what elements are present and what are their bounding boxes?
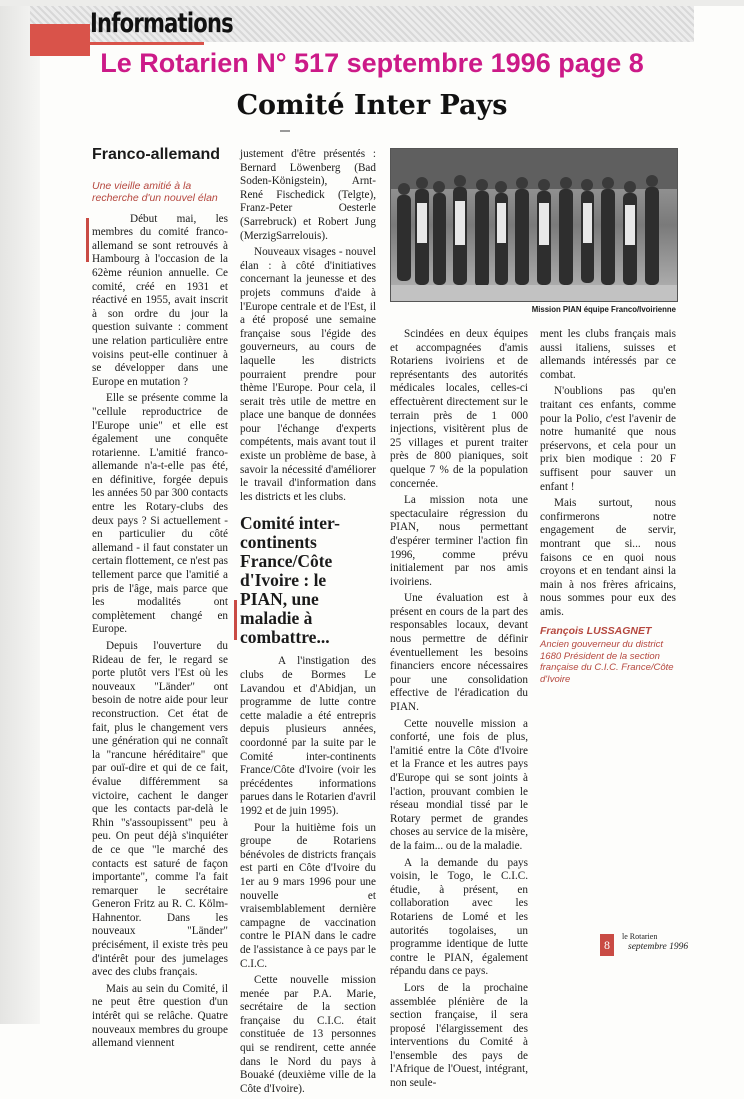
photo-caption: Mission PIAN équipe Franco/Ivoirienne — [531, 305, 676, 314]
paragraph: justement d'être présentés : Bernard Löwenberg (Bad Soden-Königstein), Arnt-René Fischedick (Telgte), Franz-Peter Oesterle (Sarrebruck) et Robert Jung (MerzigSarrelouis). — [240, 148, 376, 242]
paragraph: N'oublions pas qu'en traitant ces enfants, comme pour la Polio, c'est l'avenir de notre humanité que nous préservons, et cela pour un prix bien modique : 20 F suffisent pour sauver un enfant ! — [540, 385, 676, 493]
paragraph: Cette nouvelle mission a conforté, une fois de plus, l'amitié entre la Côte d'Ivoire et la France et les autres pays d'Europe qui se sont joints à l'action, prouvant combien le réseau mondial tissé par le Rotary permet de grandes choses au service de la misère, de la faim... ou de la maladie. — [390, 717, 528, 852]
paragraph: A la demande du pays voisin, le Togo, le C.I.C. étudie, à présent, en collaboration avec les Rotariens de Lomé et les autorités togolaises, un programme identique de lutte contre le PIAN, également répandu dans ce pays. — [390, 856, 528, 978]
paragraph: La mission nota une spectaculaire régression du PIAN, nous permettant d'espérer terminer l'action fin 1996, comme prévu initialement par nos amis ivoiriens. — [390, 494, 528, 588]
photo-illustration — [391, 149, 677, 301]
author-role: Ancien gouverneur du district 1680 Président de la section française du C.I.C. France/Côte d'Ivoire — [540, 639, 674, 685]
paragraph: Pour la huitième fois un groupe de Rotariens bénévoles de districts français est parti en Côte d'Ivoire du 1er au 9 mars 1996 pour une nouvelle et vraisemblablement dernière campagne de vaccination contre le PIAN dans le cadre de l'assistance à ce pays par le C.I.C. — [240, 821, 376, 970]
paragraph: Mais surtout, nous confirmerons notre engagement de servir, montrant que si... nous faisons ce en quoi nous croyons et en tendant ainsi la main à nos frères africains, nous sommes pour eux des amis. — [540, 497, 676, 618]
paragraph: Elle se présente comme la "cellule reproductrice de l'Europe unie" et elle est également une conquête rotarienne. L'amitié franco-allemande n'a-t-elle pas été, en définitive, forgée depuis les années 50 par 300 contacts entre les Rotary-clubs des deux pays ? Si actuellement - en particulier du côté allemand - il faut constater un certain flottement, ce n'est pas tellement parce que l'amitié a pris de l'âge, mais parce que les modalités ont complètement changé en Europe. — [92, 392, 228, 636]
page-title: Comité Inter Pays — [236, 90, 508, 121]
article-heading: Franco-allemand — [92, 146, 221, 163]
paragraph: Nouveaux visages - nouvel élan : à côté d'initiatives concernant la jeunesse et des projets communs d'aide à l'Europe centrale et de l'Est, il a été proposé une semaine française sous l'égide des gouverneurs, au cours de laquelle les districts pourraient prendre pour thème l'Europe. Pour cela, il serait très utile de mettre en place une banque de données pour l'échange d'experts compétents, mais avant tout il existe un problème de base, à savoir la nécessité d'améliorer le travail d'information dans les districts et les clubs. — [240, 246, 376, 503]
article-lead: Une vieille amitié à la recherche d'un nouvel élan — [92, 179, 218, 205]
section-underline — [90, 42, 204, 45]
source-line: Le Rotarien N° 517 septembre 1996 page 8 — [100, 48, 644, 78]
paragraph: Une évaluation est à présent en cours de la part des responsables locaux, devant nous permettre de définir éventuellement les besoins financiers encore nécessaires pour une consolidation effective de l'éradication du PIAN. — [390, 592, 528, 714]
column-1 — [92, 148, 228, 1054]
column-3 — [390, 328, 528, 1094]
folio-publication: le Rotarien — [622, 932, 658, 941]
paragraph: A l'instigation des clubs de Bormes Le Lavandou et d'Abidjan, un programme de lutte contre cette maladie a été entrepris depuis plusieurs années, coordonné par la suite par le Comité inter-continents France/Côte d'Ivoire (voir les précédentes informations parues dans le Rotarien d'avril 1992 et de juin 1995). — [240, 655, 376, 817]
group-photo — [390, 148, 678, 302]
paragraph: Début mai, les membres du comité franco-allemand se sont retrouvés à Hambourg à l'occasion de la 62ème réunion annuelle. Ce comité, créé en 1931 et réactivé en 1955, avait inscrit à son ordre du jour la question suivante : comment une relation particulière entre voisins peut-elle continuer à se développer dans une Europe en mutation ? — [92, 212, 228, 388]
folio-date: septembre 1996 — [628, 942, 689, 952]
paragraph-marker — [234, 600, 237, 640]
paragraph: Depuis l'ouverture du Rideau de fer, le regard se porte plutôt vers l'Est où les nouveaux "Länder" ont besoin de notre aide pour leur reconstruction. Cet état de fait, plus le changement vers une génération qui ne connaît la "rancune héréditaire" que par ouï-dire et qui de ce fait, évalue différemment sa victoire, cachent le danger que les contacts par-delà le Rhin "s'assoupissent" peu à peu. On peut déjà s'inquiéter de ce que "le marché des contacts est saturé de façon importante", comme l'a fait remarquer le secrétaire Generon Fritz au R. C. Kölm-Hahnentor. Dans les nouveaux "Länder" précisément, il existe très peu d'intérêt pour des jumelages avec des clubs français. — [92, 640, 228, 979]
paragraph: Scindées en deux équipes et accompagnées d'amis Rotariens ivoiriens et de représentants des autorités médicales locales, celles-ci effectuèrent directement sur le terrain près de 1 000 injections, visitèrent plus de 25 villages et purent traiter près de 800 pianiques, soit quelque 7 % de la population concernée. — [390, 328, 528, 490]
paragraph-marker — [86, 218, 89, 262]
paragraph: Cette nouvelle mission menée par P.A. Marie, secrétaire de la section française du C.I.C. était constituée de 13 personnes qui se rendirent, cette année dans le Nord du pays à Bouaké (deuxième ville de la Côte d'Ivoire). — [240, 974, 376, 1095]
scan-margin-shadow — [0, 0, 40, 1024]
author-signature: François LUSSAGNET — [540, 625, 652, 638]
paragraph: Lors de la prochaine assemblée plénière de la section française, il sera proposé l'élargissement des interventions du Comité à l'ensemble des pays de l'Afrique de l'Ouest, intégrant, non seule- — [390, 981, 528, 1090]
column-2 — [240, 148, 376, 1099]
paragraph: ment les clubs français mais aussi italiens, suisses et allemands intéressés par ce combat. — [540, 328, 676, 381]
page-number: 8 — [600, 934, 614, 956]
paragraph: Mais au sein du Comité, il ne peut être question d'un intérêt qui se relâche. Quatre nouveaux membres du groupe allemand viennent — [92, 982, 228, 1050]
article-heading: Comité inter-continents France/Côte d'Ivoire : le PIAN, une maladie à combattre... — [240, 513, 340, 648]
column-4 — [540, 328, 676, 685]
scan-speck — [280, 130, 290, 132]
section-title: Informations — [90, 8, 233, 39]
